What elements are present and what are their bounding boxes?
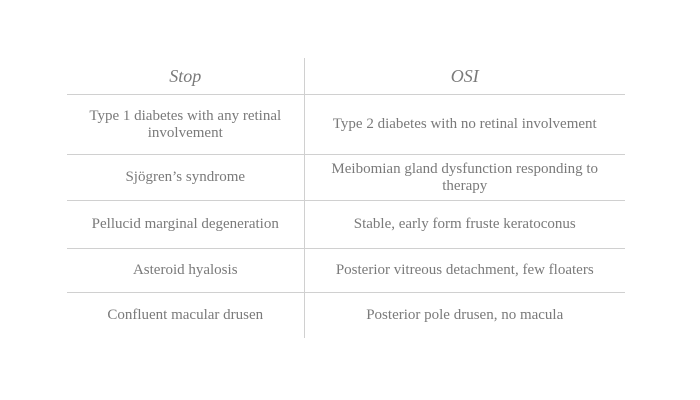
table-row [67,293,625,339]
osi-cell: Posterior pole drusen, no macula [366,307,564,323]
table-row [67,249,625,293]
comparison-table [67,58,625,338]
comparison-table-container [67,58,625,338]
table-header-row [67,58,625,95]
osi-cell: Stable, early form fruste keratoconus [304,201,625,249]
osi-cell: Posterior vitreous detachment, few floaters [304,249,625,293]
osi-cell: Type 2 diabetes with no retinal involvement [304,95,625,155]
table-row [67,201,625,249]
stop-cell: Asteroid hyalosis [67,249,304,293]
stop-cell: Pellucid marginal degeneration [67,201,304,249]
table-row [67,95,625,155]
column-header-stop: Stop [67,58,304,95]
column-header-osi: OSI [304,58,625,95]
stop-cell: Confluent macular drusen [67,293,304,339]
stop-cell: Type 1 diabetes with any retinal involvement [67,95,304,155]
osi-cell: Meibomian gland dysfunction responding to therapy [304,155,625,201]
stop-cell: Sjögren’s syndrome [67,155,304,201]
table-row [67,155,625,201]
